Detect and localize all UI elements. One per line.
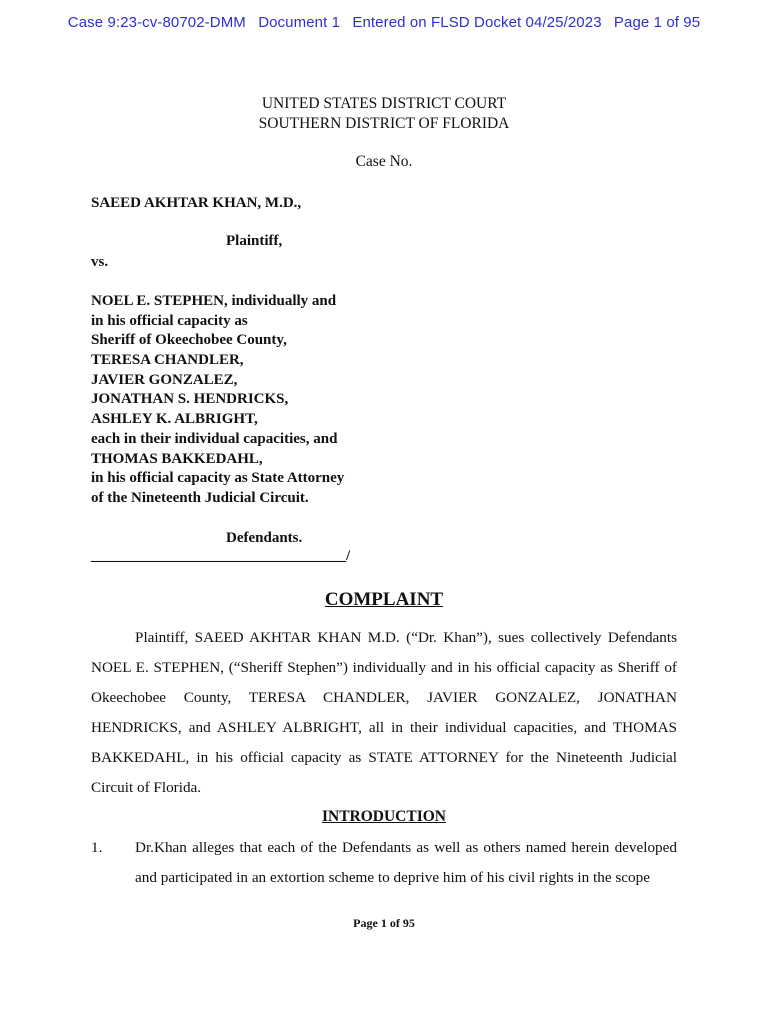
defendant-line: each in their individual capacities, and bbox=[91, 430, 338, 447]
document-title: COMPLAINT bbox=[324, 589, 444, 610]
docket-case-number: Case 9:23-cv-80702-DMM bbox=[67, 14, 246, 31]
defendant-line: of the Nineteenth Judicial Circuit. bbox=[91, 489, 309, 506]
versus-label: vs. bbox=[91, 254, 109, 270]
defendant-line: JAVIER GONZALEZ, bbox=[91, 371, 238, 388]
docket-header bbox=[0, 14, 768, 31]
defendant-line: THOMAS BAKKEDAHL, bbox=[91, 450, 263, 467]
opening-paragraph: Plaintiff, SAEED AKHTAR KHAN M.D. (“Dr. Khan”), sues collectively Defendants NOEL E. STEPHEN, (“Sheriff Stephen”) individually and in his official capacity as Sheriff of Okeechobee County, TERESA CHANDLER, JAVIER GONZALEZ, JONATHAN HENDRICKS, and ASHLEY ALBRIGHT, all in their individual capacities, and THOMAS BAKKEDAHL, in his official capacity as STATE ATTORNEY for the Nineteenth Judicial Circuit of Florida. bbox=[91, 629, 677, 796]
defendant-line: ASHLEY K. ALBRIGHT, bbox=[91, 411, 258, 428]
defendant-line: TERESA CHANDLER, bbox=[91, 352, 244, 369]
defendant-line: in his official capacity as bbox=[91, 312, 248, 329]
court-name bbox=[0, 94, 768, 134]
defendant-line: in his official capacity as State Attorney bbox=[91, 470, 345, 487]
numbered-paragraph bbox=[91, 833, 677, 893]
paragraph-text: Dr.Khan alleges that each of the Defendants as well as others named herein developed and participated in an extortion scheme to deprive him of his civil rights in the scope bbox=[135, 839, 677, 886]
page-footer: Page 1 of 95 bbox=[353, 916, 415, 930]
docket-page-count: Page 1 of 95 bbox=[613, 14, 701, 31]
plaintiff-role: Plaintiff, bbox=[226, 233, 283, 249]
caption-signature-line: __________________________________/ bbox=[91, 548, 351, 564]
defendant-line: Sheriff of Okeechobee County, bbox=[91, 332, 287, 349]
docket-entered-date: Entered on FLSD Docket 04/25/2023 bbox=[352, 14, 602, 31]
court-line-2: SOUTHERN DISTRICT OF FLORIDA bbox=[258, 115, 510, 132]
paragraph-number: 1. bbox=[91, 839, 103, 856]
defendants-list bbox=[91, 292, 344, 509]
defendant-line: NOEL E. STEPHEN, individually and bbox=[91, 293, 337, 309]
case-number-label: Case No. bbox=[355, 153, 413, 170]
docket-document-number: Document 1 bbox=[258, 14, 341, 31]
defendants-role: Defendants. bbox=[226, 530, 303, 546]
defendant-line: JONATHAN S. HENDRICKS, bbox=[91, 391, 289, 408]
section-heading-introduction: INTRODUCTION bbox=[321, 808, 446, 825]
plaintiff-name: SAEED AKHTAR KHAN, M.D., bbox=[91, 195, 302, 211]
court-line-1: UNITED STATES DISTRICT COURT bbox=[261, 95, 507, 112]
